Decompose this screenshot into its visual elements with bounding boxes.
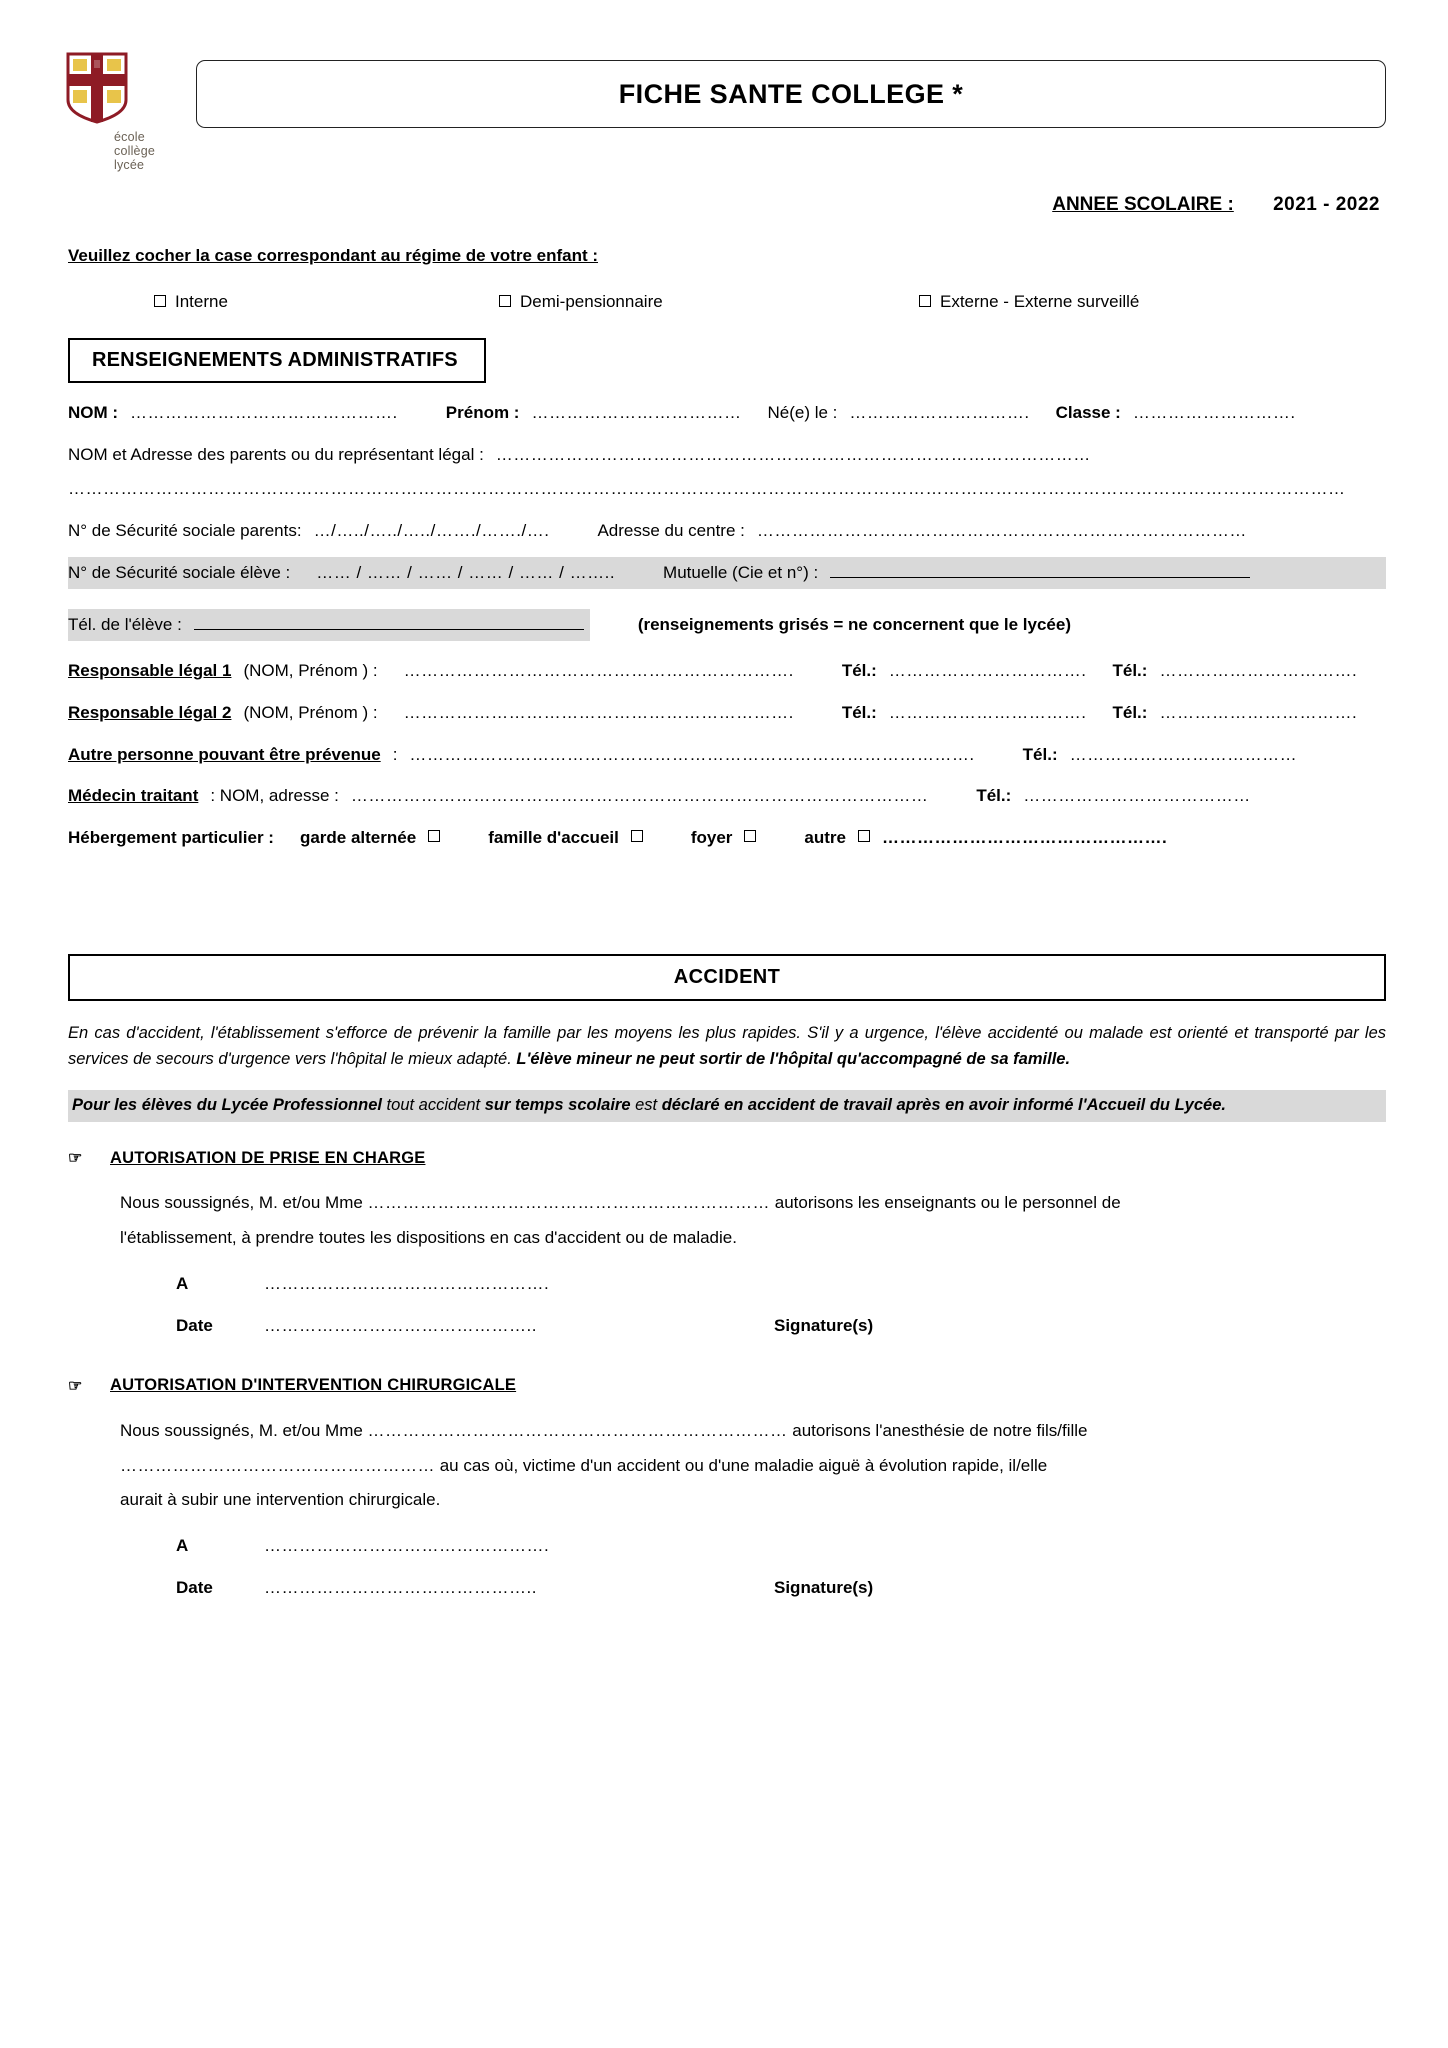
signature-label: Signature(s) xyxy=(774,1578,874,1598)
adresse-parents-input[interactable]: ………………………………………………………………………………………… xyxy=(495,444,1091,464)
row-hebergement xyxy=(68,827,1386,850)
document-header xyxy=(0,0,1448,172)
responsable2-input[interactable]: …………………………………………………………. xyxy=(403,702,794,722)
responsable1-tel-label: Tél.: xyxy=(841,660,877,680)
responsable2-label: Responsable légal 2 xyxy=(68,702,232,722)
regime-options xyxy=(68,292,1386,312)
accident-paragraph-1 xyxy=(68,1021,1386,1072)
secu-eleve-input[interactable]: …… / …… / …… / …… / …… / …….. xyxy=(316,562,616,582)
authorization-1-line-2: l'établissement, à prendre toutes les dispositions en cas d'accident ou de maladie. xyxy=(120,1227,737,1247)
document-title-box xyxy=(196,60,1386,128)
responsable1-sub: (NOM, Prénom ) : xyxy=(243,660,378,680)
responsable2-sub: (NOM, Prénom ) : xyxy=(243,702,378,722)
accident-paragraph-2-bold-2: sur temps scolaire xyxy=(484,1096,631,1115)
date-label: Date xyxy=(176,1315,213,1335)
signature-label: Signature(s) xyxy=(774,1315,874,1335)
authorization-2-name-input[interactable]: ……………………………………………………………… xyxy=(367,1420,788,1440)
authorization-2-line-3: aurait à subir une intervention chirurgicale. xyxy=(120,1490,441,1510)
medecin-sub: : NOM, adresse : xyxy=(210,786,339,806)
hebergement-option-foyer: foyer xyxy=(690,828,733,848)
authorization-2-place-row xyxy=(68,1536,1386,1556)
regime-instruction: Veuillez cocher la case correspondant au régime de votre enfant : xyxy=(68,246,599,265)
crest-icon xyxy=(58,48,136,126)
row-secu-eleve xyxy=(68,557,1386,589)
autre-personne-tel-input[interactable]: ………………………………… xyxy=(1069,744,1298,764)
medecin-label: Médecin traitant xyxy=(68,786,199,806)
responsable2-tel2-label: Tél.: xyxy=(1112,702,1148,722)
authorization-1-line-1-a: Nous soussignés, M. et/ou Mme xyxy=(120,1193,368,1212)
responsable2-tel-label: Tél.: xyxy=(841,702,877,722)
adresse-centre-label: Adresse du centre : xyxy=(597,520,745,540)
autre-personne-input[interactable]: ……………………………………………………………………………………. xyxy=(409,744,975,764)
tel-eleve-input[interactable] xyxy=(194,613,584,630)
nom-input[interactable]: ………………………………………. xyxy=(130,403,398,422)
school-logo xyxy=(52,46,172,172)
authorization-1-line-1 xyxy=(120,1186,1386,1221)
regime-option-label: Externe - Externe surveillé xyxy=(940,292,1140,311)
date-input[interactable]: ……………………………………….. xyxy=(264,1578,537,1598)
classe-label: Classe : xyxy=(1055,403,1121,422)
logo-wordmark xyxy=(114,130,155,172)
authorization-2-child-input[interactable]: ……………………………………………… xyxy=(120,1455,435,1475)
page-title: FICHE SANTE COLLEGE * xyxy=(618,78,964,109)
row-responsable-2 xyxy=(68,702,1386,725)
regime-option-demi-pensionnaire[interactable] xyxy=(499,292,919,312)
responsable2-tel2-input[interactable]: ……………………………. xyxy=(1159,702,1358,722)
responsable2-tel-input[interactable]: ……………………………. xyxy=(888,702,1087,722)
adresse-parents-input-2[interactable]: ………………………………………………………………………………………………………………………………………………………………………………………………… xyxy=(68,478,1346,498)
mutuelle-label: Mutuelle (Cie et n°) : xyxy=(663,562,819,582)
authorization-2-heading xyxy=(68,1376,1386,1396)
checkbox-icon[interactable] xyxy=(428,830,440,842)
accident-paragraph-2-bold-1: Pour les élèves du Lycée Professionnel xyxy=(72,1096,382,1115)
date-input[interactable]: ……………………………………….. xyxy=(264,1315,537,1335)
row-adresse-parents xyxy=(68,444,1386,467)
school-year-label: ANNEE SCOLAIRE : xyxy=(1052,194,1234,215)
logo-word-ecole: école xyxy=(114,130,145,144)
row-medecin xyxy=(68,785,1386,808)
autre-personne-tel-label: Tél.: xyxy=(1022,744,1058,764)
place-input[interactable]: …………………………………………. xyxy=(264,1536,550,1556)
authorization-1-heading xyxy=(68,1148,1386,1168)
mutuelle-input[interactable] xyxy=(830,561,1250,578)
authorization-2-title: AUTORISATION D'INTERVENTION CHIRURGICALE xyxy=(110,1376,517,1395)
pointing-hand-icon: ☞ xyxy=(68,1150,83,1167)
logo-word-lycee: lycée xyxy=(114,158,145,172)
authorization-1-place-row xyxy=(68,1274,1386,1294)
responsable1-input[interactable]: …………………………………………………………. xyxy=(403,660,794,680)
accident-paragraph-1-text: En cas d'accident, l'établissement s'efforce de prévenir la famille par les moyens les plus rapides. S'il y a urgence, l'élève accidenté ou malade est orienté et transporté par les services de secours d'urgence vers l'hôpital le mieux adapté. xyxy=(68,1024,1386,1068)
responsable1-tel2-input[interactable]: ……………………………. xyxy=(1159,660,1358,680)
regime-option-interne[interactable] xyxy=(154,292,499,312)
checkbox-icon[interactable] xyxy=(919,295,931,307)
autre-personne-label: Autre personne pouvant être prévenue xyxy=(68,744,381,764)
place-input[interactable]: …………………………………………. xyxy=(264,1273,550,1293)
classe-input[interactable]: ………………………. xyxy=(1132,403,1296,422)
regime-option-label: Interne xyxy=(175,292,228,311)
prenom-input[interactable]: ……………………………… xyxy=(531,403,742,422)
authorization-2-line-2-b: au cas où, victime d'un accident ou d'une maladie aiguë à évolution rapide, il/elle xyxy=(435,1455,1048,1475)
responsable1-tel2-label: Tél.: xyxy=(1112,660,1148,680)
regime-option-externe[interactable] xyxy=(919,292,1139,312)
accident-paragraph-2-plain-2: est xyxy=(630,1096,662,1115)
row-responsable-1 xyxy=(68,660,1386,683)
prenom-label: Prénom : xyxy=(445,403,520,422)
hebergement-option-famille-accueil: famille d'accueil xyxy=(488,828,619,848)
date-naissance-label: Né(e) le : xyxy=(767,403,838,422)
checkbox-icon[interactable] xyxy=(154,295,166,307)
accident-paragraph-2-plain-1: tout accident xyxy=(381,1096,485,1115)
authorization-2-line-2 xyxy=(120,1449,1386,1484)
row-adresse-parents-2 xyxy=(68,478,1386,501)
note-grise: (renseignements grisés = ne concernent que le lycée) xyxy=(637,614,1072,634)
secu-parents-label: N° de Sécurité sociale parents: xyxy=(68,520,302,540)
authorization-1-body xyxy=(68,1186,1386,1256)
accident-paragraph-2 xyxy=(68,1090,1386,1122)
section-heading-administratif: RENSEIGNEMENTS ADMINISTRATIFS xyxy=(68,338,486,383)
section-heading-accident: ACCIDENT xyxy=(68,954,1386,1001)
autre-personne-sub: : xyxy=(392,744,398,764)
checkbox-icon[interactable] xyxy=(499,295,511,307)
authorization-2-body xyxy=(68,1414,1386,1519)
medecin-tel-label: Tél.: xyxy=(976,786,1012,806)
medecin-tel-input[interactable]: ………………………………… xyxy=(1023,786,1251,806)
logo-word-college: collège xyxy=(114,144,156,158)
secu-parents-input[interactable]: …/…../…../…../……./……./…. xyxy=(313,520,550,540)
responsable1-label: Responsable légal 1 xyxy=(68,660,232,680)
adresse-parents-label: NOM et Adresse des parents ou du représentant légal : xyxy=(68,444,484,464)
hebergement-autre-input[interactable]: …………………………………………. xyxy=(882,828,1168,848)
school-year-value: 2021 - 2022 xyxy=(1273,194,1380,215)
authorization-2-line-1-b: autorisons l'anesthésie de notre fils/fille xyxy=(787,1420,1088,1440)
row-secu-parents xyxy=(68,520,1386,543)
row-tel-eleve xyxy=(68,609,1386,641)
hebergement-option-autre: autre xyxy=(804,828,846,848)
school-year xyxy=(0,172,1448,216)
authorization-2-line-1-a: Nous soussignés, M. et/ou Mme xyxy=(120,1420,368,1440)
authorization-1-line-1-b: autorisons les enseignants ou le personnel de xyxy=(770,1193,1121,1212)
place-label: A xyxy=(176,1273,189,1293)
secu-eleve-label: N° de Sécurité sociale élève : xyxy=(68,562,291,582)
tel-eleve-label: Tél. de l'élève : xyxy=(68,614,182,634)
authorization-2-line-1 xyxy=(120,1414,1386,1449)
accident-paragraph-2-bold-3: déclaré en accident de travail après en avoir informé l'Accueil du Lycée. xyxy=(661,1096,1226,1115)
adresse-centre-input[interactable]: ………………………………………………………………………… xyxy=(756,520,1247,540)
hebergement-label: Hébergement particulier : xyxy=(68,828,274,848)
hebergement-option-garde-alternee: garde alternée xyxy=(299,828,417,848)
row-identite xyxy=(68,402,1386,425)
responsable1-tel-input[interactable]: ……………………………. xyxy=(888,660,1087,680)
authorization-1-name-input[interactable]: …………………………………………………………… xyxy=(367,1193,771,1212)
authorization-2-date-row xyxy=(68,1578,1386,1598)
place-label: A xyxy=(176,1536,189,1556)
regime-option-label: Demi-pensionnaire xyxy=(520,292,663,311)
medecin-input[interactable]: ……………………………………………………………………………………… xyxy=(350,786,929,806)
checkbox-icon[interactable] xyxy=(631,830,643,842)
date-naissance-input[interactable]: …………………………. xyxy=(849,403,1030,422)
authorization-1-date-row xyxy=(68,1316,1386,1336)
date-label: Date xyxy=(176,1578,213,1598)
nom-label: NOM : xyxy=(68,403,119,422)
row-autre-personne xyxy=(68,744,1386,767)
checkbox-icon[interactable] xyxy=(744,830,756,842)
authorization-1-title: AUTORISATION DE PRISE EN CHARGE xyxy=(110,1148,426,1167)
accident-paragraph-1-bold: L'élève mineur ne peut sortir de l'hôpital qu'accompagné de sa famille. xyxy=(516,1049,1071,1068)
checkbox-icon[interactable] xyxy=(858,830,870,842)
pointing-hand-icon: ☞ xyxy=(68,1377,83,1395)
